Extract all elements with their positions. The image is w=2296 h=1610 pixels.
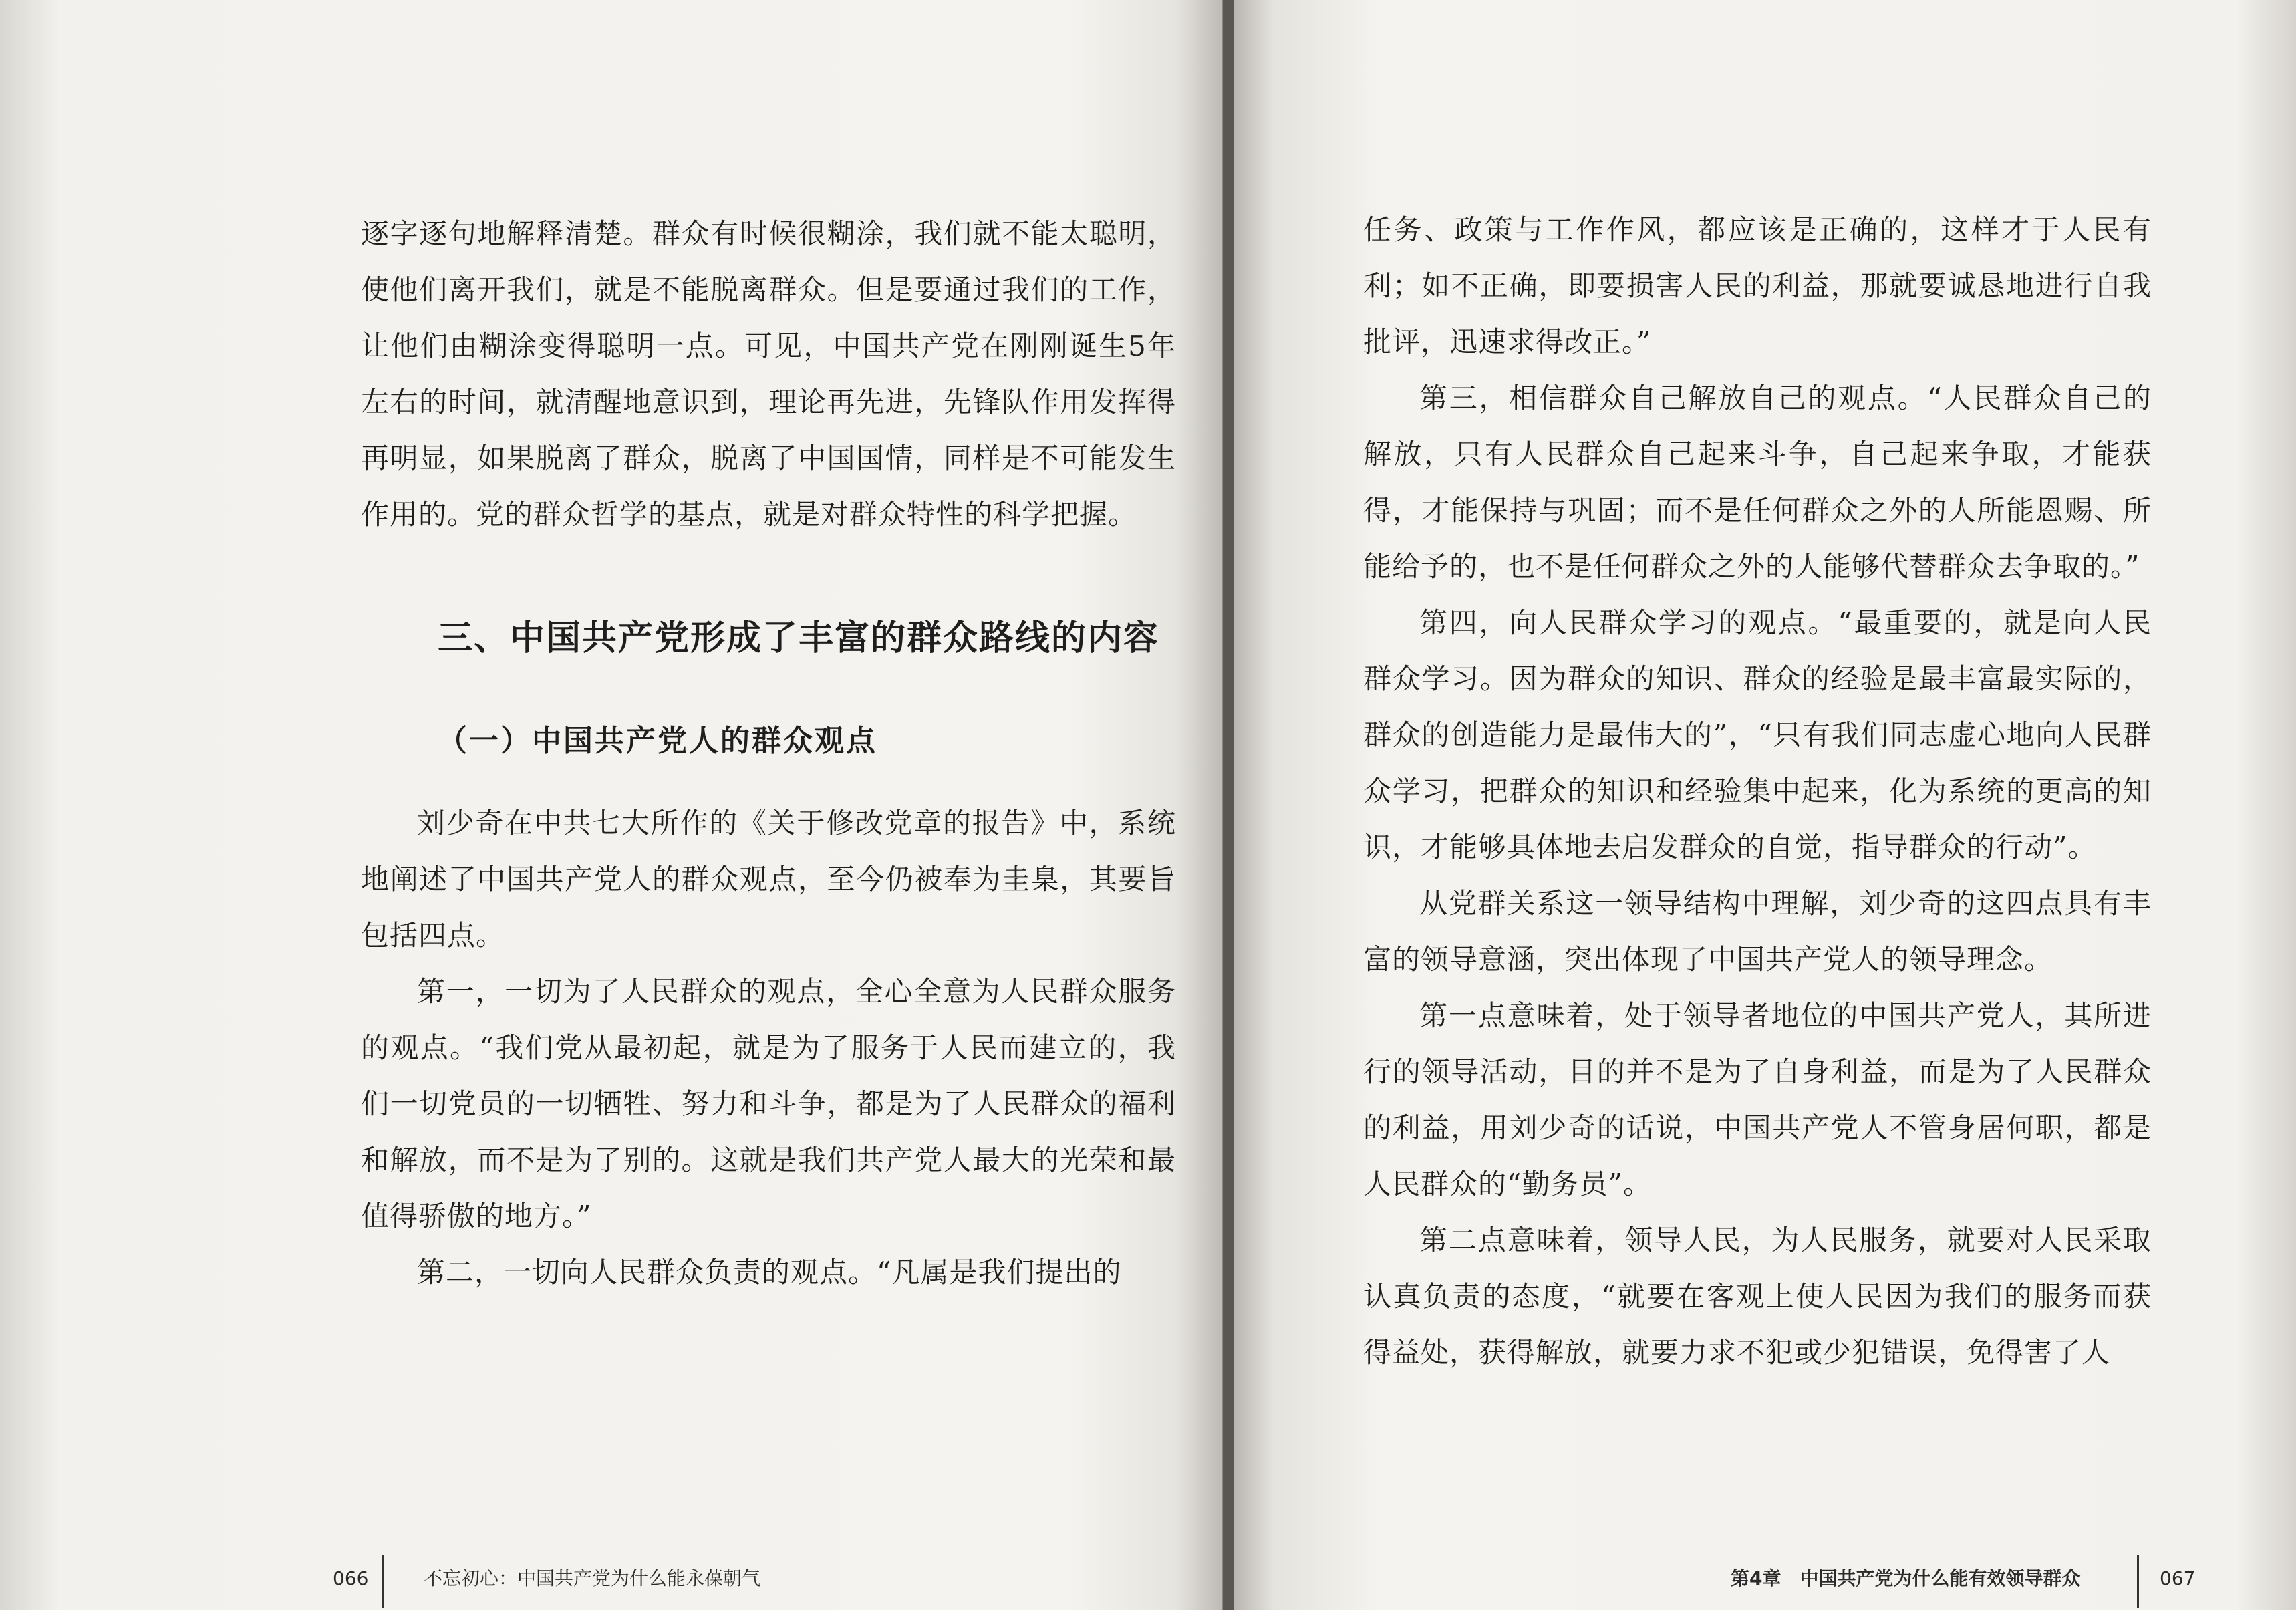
footer-divider — [2137, 1555, 2139, 1608]
right-page-body — [1363, 202, 2152, 1381]
running-title-right: 第4章 中国共产党为什么能有效领导群众 — [1731, 1567, 2081, 1589]
body-paragraph: 第二，一切向人民群众负责的观点。“凡属是我们提出的 — [417, 1256, 1122, 1289]
intro-paragraph: 逐字逐句地解释清楚。群众有时候很糊涂，我们就不能太聪明，使他们离开我们，就是不能脱离群众。但是要通过我们的工作，让他们由糊涂变得聪明一点。可见，中国共产党在刚刚诞生5年左右的时间，就清醒地意识到，理论再先进，先锋队作用发挥得再明显，如果脱离了群众，脱离了中国国情，同样是不可能发生作用的。党的群众哲学的基点，就是对群众特性的科学把握。 — [361, 217, 1176, 531]
page-number-right: 067 — [2160, 1567, 2196, 1589]
body-paragraph: 第三，相信群众自己解放自己的观点。“人民群众自己的解放，只有人民群众自己起来斗争，自己起来争取，才能获得，才能保持与巩固；而不是任何群众之外的人所能恩赐、所能给予的，也不是任何群众之外的人能够代替群众去争取的。” — [1363, 382, 2152, 583]
body-paragraph: 从党群关系这一领导结构中理解，刘少奇的这四点具有丰富的领导意涵，突出体现了中国共产党人的领导理念。 — [1363, 887, 2152, 976]
body-paragraph: 第一，一切为了人民群众的观点，全心全意为人民群众服务的观点。“我们党从最初起，就是为了服务于人民而建立的，我们一切党员的一切牺牲、努力和斗争，都是为了人民群众的福利和解放，而不是为了别的。这就是我们共产党人最大的光荣和最值得骄傲的地方。” — [361, 975, 1176, 1232]
section-title: 三、中国共产党形成了丰富的群众路线的内容 — [438, 618, 1160, 658]
footer-divider — [382, 1555, 384, 1608]
subsection-title: （一）中国共产党人的群众观点 — [438, 724, 877, 758]
running-title-left: 不忘初心：中国共产党为什么能永葆朝气 — [424, 1567, 761, 1589]
book-gutter — [1223, 0, 1234, 1610]
page-number-left: 066 — [333, 1567, 369, 1589]
continuation-paragraph: 任务、政策与工作作风，都应该是正确的，这样才于人民有利；如不正确，即要损害人民的利益，那就要诚恳地进行自我批评，迅速求得改正。” — [1363, 213, 2152, 358]
body-paragraph: 刘少奇在中共七大所作的《关于修改党章的报告》中，系统地阐述了中国共产党人的群众观点，至今仍被奉为圭臬，其要旨包括四点。 — [361, 807, 1176, 952]
left-page-body — [361, 206, 1176, 1301]
body-paragraph: 第一点意味着，处于领导者地位的中国共产党人，其所进行的领导活动，目的并不是为了自身利益，而是为了人民群众的利益，用刘少奇的话说，中国共产党人不管身居何职，都是人民群众的“勤务员”。 — [1363, 999, 2152, 1200]
body-paragraph: 第二点意味着，领导人民，为人民服务，就要对人民采取认真负责的态度，“就要在客观上使人民因为我们的服务而获得益处，获得解放，就要力求不犯或少犯错误，免得害了人 — [1363, 1224, 2152, 1369]
body-paragraph: 第四，向人民群众学习的观点。“最重要的，就是向人民群众学习。因为群众的知识、群众的经验是最丰富最实际的，群众的创造能力是最伟大的”，“只有我们同志虚心地向人民群众学习，把群众的知识和经验集中起来，化为系统的更高的知识，才能够具体地去启发群众的自觉，指导群众的行动”。 — [1363, 606, 2152, 863]
